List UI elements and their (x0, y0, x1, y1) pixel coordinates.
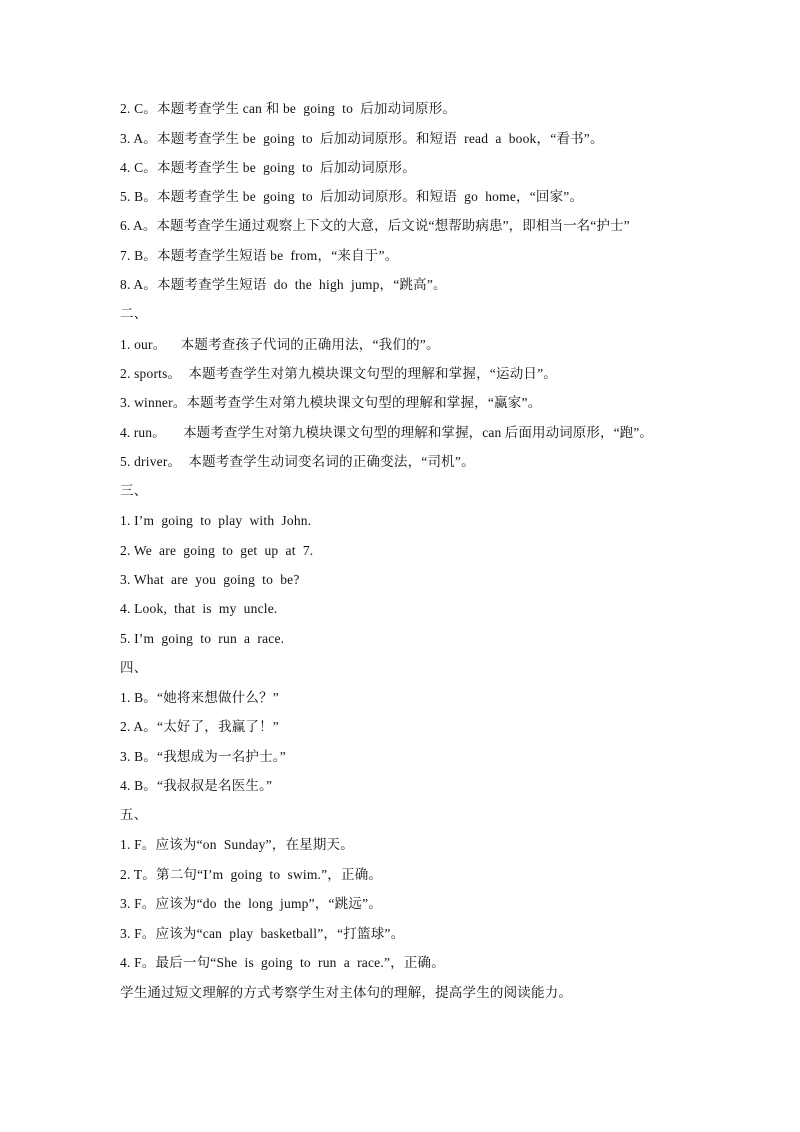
answer-line: 2. sports。 本题考查学生对第九模块课文句型的理解和掌握，“运动日”。 (120, 366, 557, 381)
answer-line: 4. F。最后一句“She is going to run a race.”，正确。 (120, 955, 445, 970)
answer-line: 5. driver。 本题考查学生动词变名词的正确变法，“司机”。 (120, 454, 475, 469)
answer-line: 2. We are going to get up at 7. (120, 543, 314, 558)
answer-line: 3. winner。本题考查学生对第九模块课文句型的理解和掌握，“赢家”。 (120, 395, 542, 410)
answer-line: 2. A。“太好了，我赢了！” (120, 719, 279, 734)
answer-line: 4. C。本题考查学生 be going to 后加动词原形。 (120, 160, 416, 175)
answer-line: 6. A。本题考查学生通过观察上下文的大意，后文说“想帮助病患”，即相当一名“护士” (120, 218, 630, 233)
answer-line: 1. I’m going to play with John. (120, 513, 312, 528)
section-heading: 五、 (120, 807, 148, 822)
answer-line: 2. C。本题考查学生 can 和 be going to 后加动词原形。 (120, 101, 457, 116)
answer-line: 1. B。“她将来想做什么？” (120, 690, 279, 705)
answer-line: 2. T。第二句“I’m going to swim.”，正确。 (120, 867, 383, 882)
answer-line: 5. I’m going to run a race. (120, 631, 285, 646)
answer-line: 5. B。本题考查学生 be going to 后加动词原形。和短语 go home，“回家”。 (120, 189, 584, 204)
answer-line: 3. B。“我想成为一名护士。” (120, 749, 286, 764)
answer-line: 7. B。本题考查学生短语 be from，“来自于”。 (120, 248, 399, 263)
answer-line: 3. F。应该为“can play basketball”，“打篮球”。 (120, 926, 405, 941)
answer-line: 1. our。 本题考查孩子代词的正确用法，“我们的”。 (120, 337, 440, 352)
section-heading: 四、 (120, 660, 148, 675)
answer-line: 4. Look, that is my uncle. (120, 601, 278, 616)
answer-line: 4. B。“我叔叔是名医生。” (120, 778, 273, 793)
section-heading: 二、 (120, 306, 148, 321)
answer-line: 3. What are you going to be? (120, 572, 300, 587)
answer-line: 1. F。应该为“on Sunday”，在星期天。 (120, 837, 354, 852)
summary-line: 学生通过短文理解的方式考察学生对主体句的理解，提高学生的阅读能力。 (120, 985, 573, 1000)
answer-line: 4. run。 本题考查学生对第九模块课文句型的理解和掌握，can 后面用动词原形，“跑”。 (120, 425, 653, 440)
answer-line: 3. A。本题考查学生 be going to 后加动词原形。和短语 read a book，“看书”。 (120, 131, 604, 146)
answer-line: 3. F。应该为“do the long jump”，“跳远”。 (120, 896, 382, 911)
section-heading: 三、 (120, 483, 148, 498)
answer-line: 8. A。本题考查学生短语 do the high jump，“跳高”。 (120, 277, 447, 292)
